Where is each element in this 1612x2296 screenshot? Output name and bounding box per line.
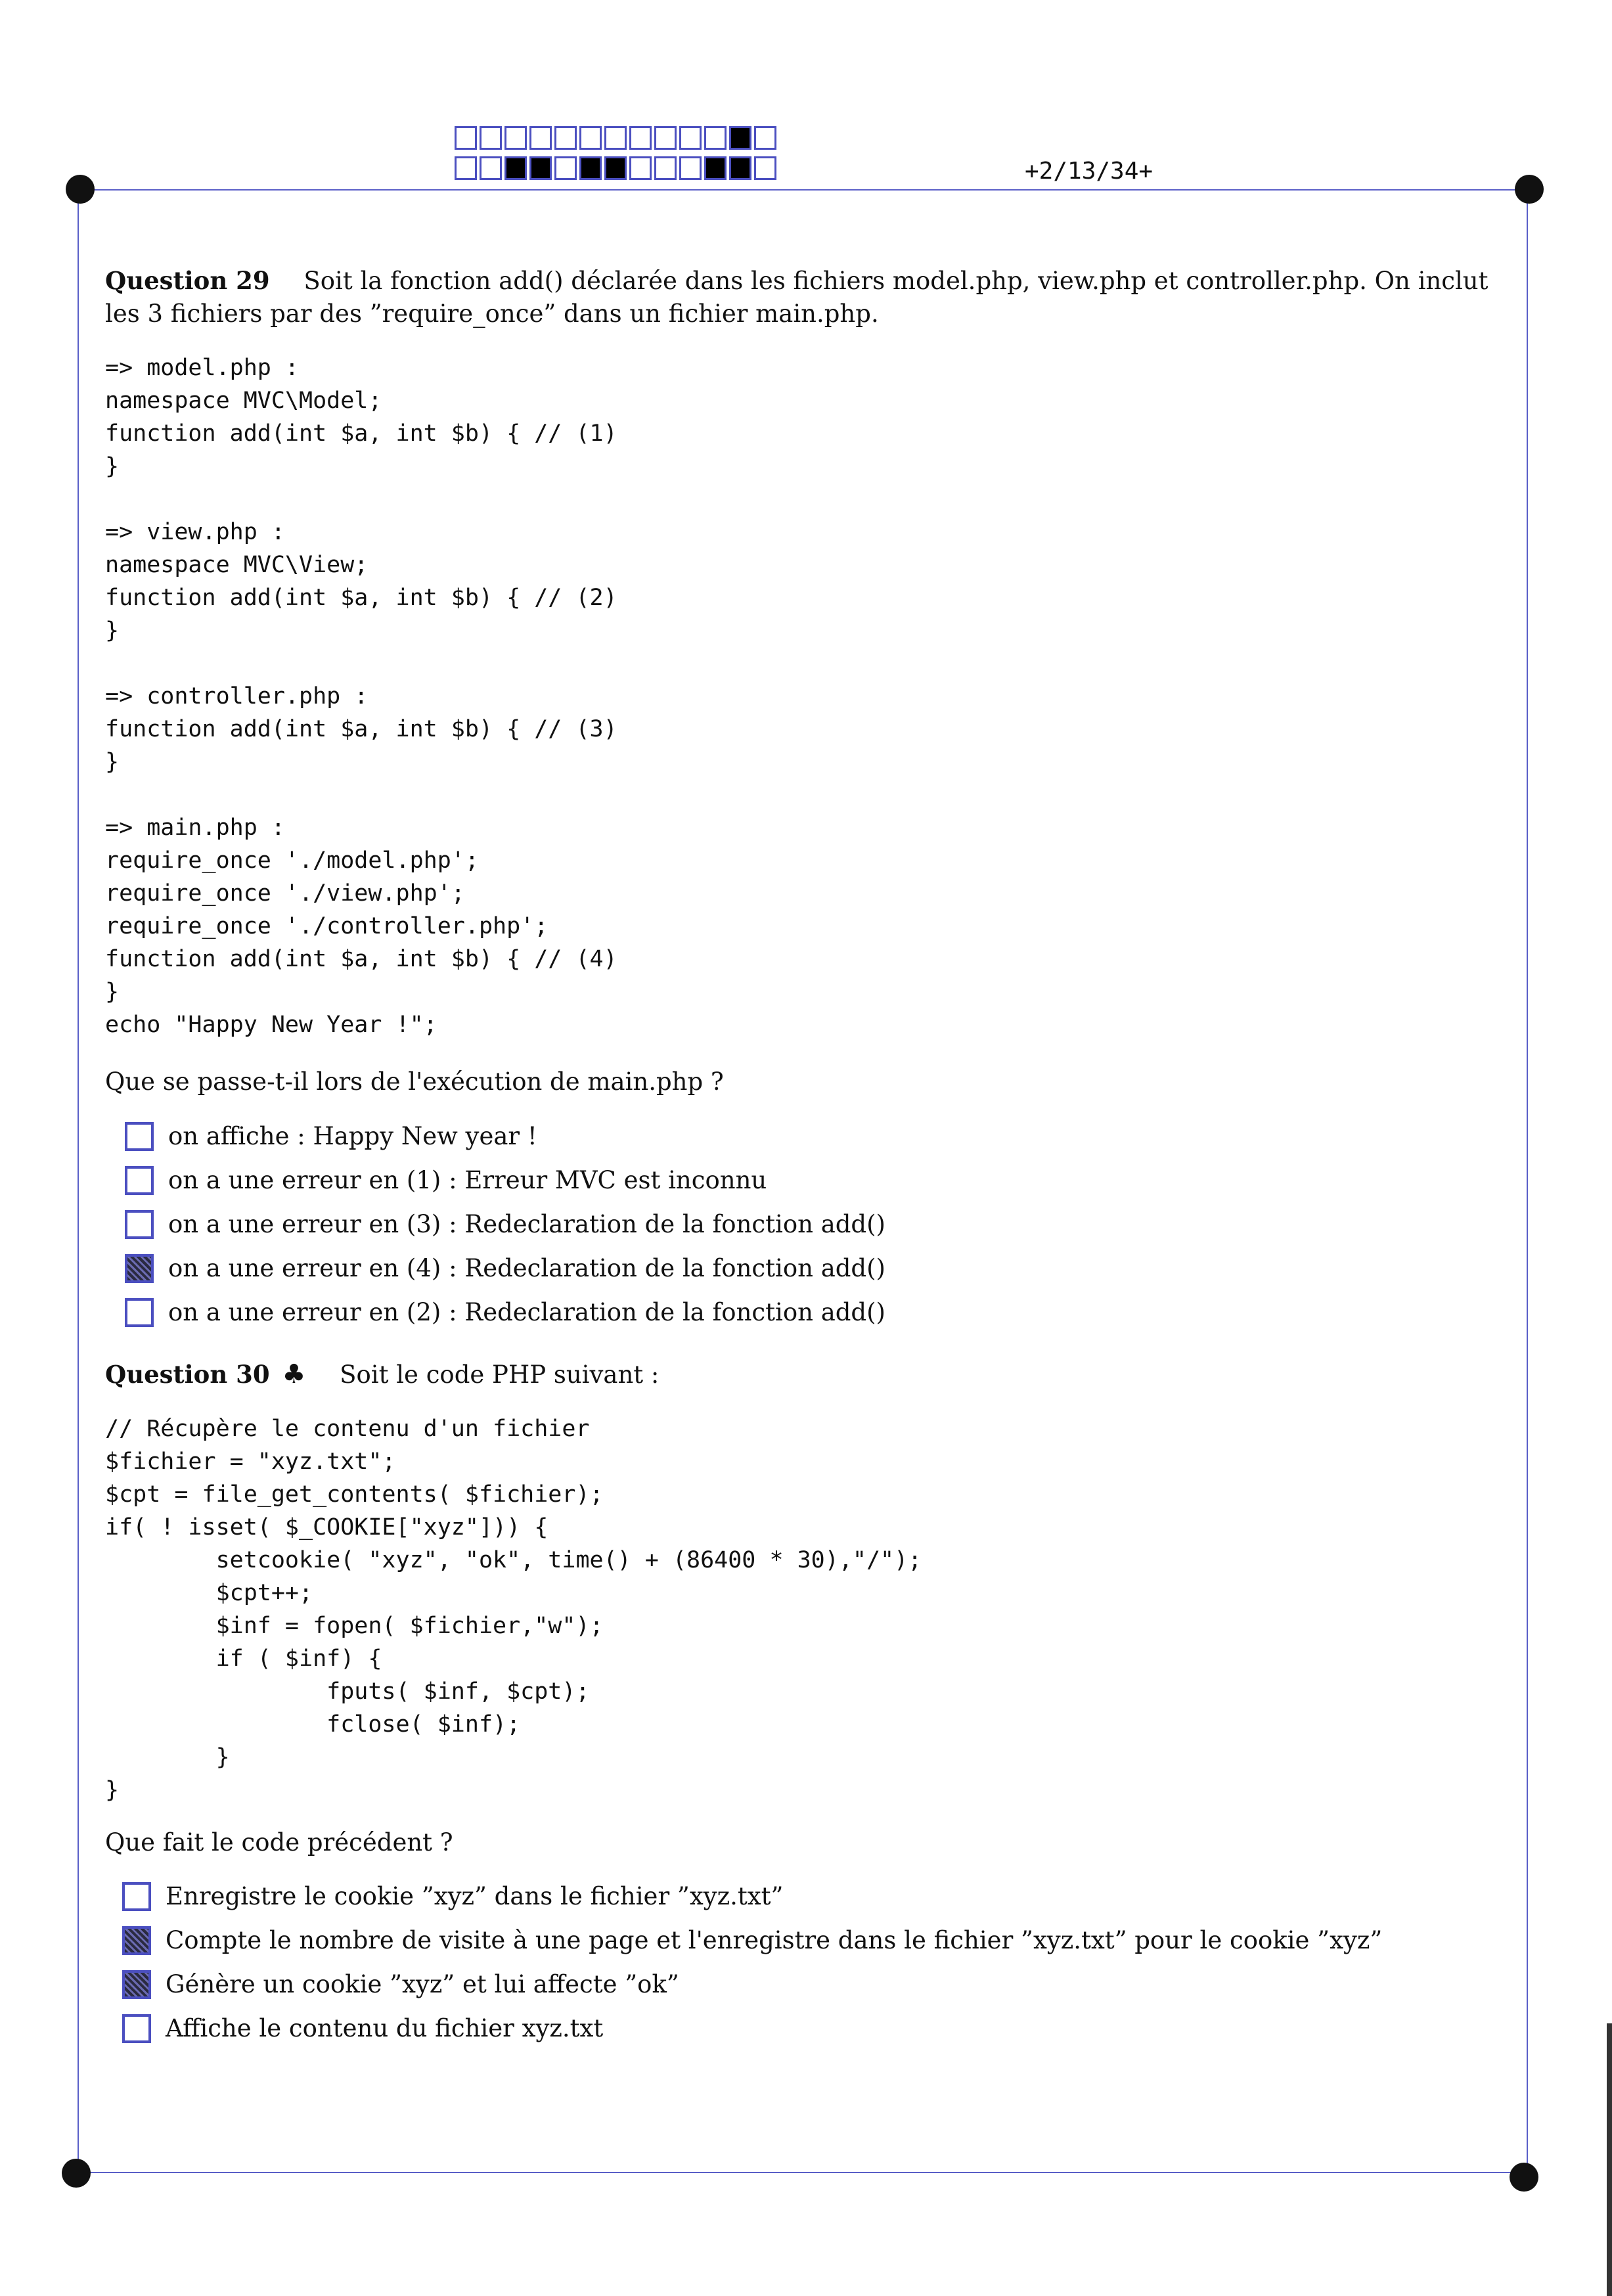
question-29-header xyxy=(105,264,1511,330)
barcode-cell xyxy=(529,126,552,150)
barcode-cell xyxy=(579,126,602,150)
question-29-text: Soit la fonction add() déclarée dans les fichiers model.php, view.php et controller.php. On inclut les 3 fichiers par des ”require_once” dans un fichier main.php. xyxy=(105,267,1489,328)
answer-checkbox[interactable] xyxy=(125,1254,154,1283)
question-29-label: Question 29 xyxy=(105,266,270,295)
answer-text: on a une erreur en (3) : Redeclaration de la fonction add() xyxy=(168,1209,885,1238)
corner-marker-top-left xyxy=(66,175,95,204)
answer-option[interactable] xyxy=(125,1158,885,1202)
question-30-prompt: Que fait le code précédent ? xyxy=(105,1828,453,1857)
barcode-cell xyxy=(729,126,751,150)
barcode-cell xyxy=(480,156,502,180)
answer-option[interactable] xyxy=(122,1962,1382,2006)
question-30-answers xyxy=(122,1874,1382,2050)
barcode-cell xyxy=(679,156,702,180)
barcode-cell xyxy=(504,126,527,150)
barcode-cell xyxy=(604,126,627,150)
barcode-cell xyxy=(729,156,751,180)
answer-checkbox[interactable] xyxy=(122,2014,151,2043)
question-30-text: Soit le code PHP suivant : xyxy=(340,1361,660,1389)
barcode-cell xyxy=(504,156,527,180)
barcode-cell xyxy=(679,126,702,150)
answer-text: on a une erreur en (4) : Redeclaration de la fonction add() xyxy=(168,1253,885,1282)
barcode-cell xyxy=(455,156,477,180)
barcode-cell xyxy=(554,126,577,150)
barcode-row-2 xyxy=(455,156,779,180)
answer-option[interactable] xyxy=(122,1918,1382,1962)
question-30-code: // Récupère le contenu d'un fichier $fichier = "xyz.txt"; $cpt = file_get_contents( $fichier); if( ! isset( $_COOKIE["xyz"])) { setcookie( "xyz", "ok", time() + (86400 * 30),"/"); $cpt++; $inf = fopen( $fichier,"w"); if ( $inf) { fputs( $inf, $cpt); fclose( $inf); } } xyxy=(105,1416,922,1803)
answer-text: on a une erreur en (2) : Redeclaration de la fonction add() xyxy=(168,1297,885,1326)
corner-marker-bottom-left xyxy=(62,2159,91,2188)
corner-marker-bottom-right xyxy=(1510,2163,1538,2192)
barcode-cell xyxy=(529,156,552,180)
question-29-answers xyxy=(125,1114,885,1334)
barcode-cell xyxy=(629,126,652,150)
barcode-cell xyxy=(554,156,577,180)
answer-checkbox[interactable] xyxy=(125,1298,154,1327)
answer-text: on affiche : Happy New year ! xyxy=(168,1121,537,1150)
barcode-row-1 xyxy=(455,126,779,150)
answer-checkbox[interactable] xyxy=(125,1210,154,1239)
answer-checkbox[interactable] xyxy=(122,1926,151,1955)
question-29-prompt: Que se passe-t-il lors de l'exécution de main.php ? xyxy=(105,1068,724,1096)
answer-text: Génère un cookie ”xyz” et lui affecte ”ok” xyxy=(166,1970,679,1998)
barcode-cell xyxy=(754,156,776,180)
barcode-cell xyxy=(704,126,727,150)
barcode-cell xyxy=(754,126,776,150)
barcode-cell xyxy=(654,126,677,150)
answer-option[interactable] xyxy=(125,1290,885,1334)
barcode-cell xyxy=(604,156,627,180)
barcode-cell xyxy=(455,126,477,150)
answer-option[interactable] xyxy=(122,1874,1382,1918)
answer-option[interactable] xyxy=(125,1246,885,1290)
answer-checkbox[interactable] xyxy=(125,1122,154,1151)
answer-text: Affiche le contenu du fichier xyz.txt xyxy=(166,2014,604,2042)
answer-option[interactable] xyxy=(125,1202,885,1246)
club-icon: ♣ xyxy=(282,1359,306,1389)
barcode-cell xyxy=(654,156,677,180)
corner-marker-top-right xyxy=(1515,175,1544,204)
page-id: +2/13/34+ xyxy=(1025,158,1153,185)
barcode-cell xyxy=(579,156,602,180)
question-30-header xyxy=(105,1358,1511,1391)
answer-checkbox[interactable] xyxy=(122,1970,151,1999)
barcode-cell xyxy=(704,156,727,180)
question-30-label: Question 30 ♣ xyxy=(105,1359,306,1389)
answer-text: on a une erreur en (1) : Erreur MVC est inconnu xyxy=(168,1165,767,1194)
answer-checkbox[interactable] xyxy=(125,1166,154,1195)
answer-text: Enregistre le cookie ”xyz” dans le fichier ”xyz.txt” xyxy=(166,1881,784,1910)
question-29-code: => model.php : namespace MVC\Model; function add(int $a, int $b) { // (1) } => view.php : namespace MVC\View; function add(int $a, int $b) { // (2) } => controller.php : function add(int $a, int $b) { // (3) } => main.php : require_once './model.php'; require_once './view.php'; require_once './controller.php'; function add(int $a, int $b) { // (4) } echo "Happy New Year !"; xyxy=(105,355,617,1038)
scan-edge xyxy=(1607,2023,1612,2296)
barcode-cell xyxy=(629,156,652,180)
answer-option[interactable] xyxy=(125,1114,885,1158)
barcode-cell xyxy=(480,126,502,150)
answer-text: Compte le nombre de visite à une page et l'enregistre dans le fichier ”xyz.txt” pour le cookie ”xyz” xyxy=(166,1925,1383,1954)
answer-checkbox[interactable] xyxy=(122,1882,151,1911)
answer-option[interactable] xyxy=(122,2006,1382,2050)
